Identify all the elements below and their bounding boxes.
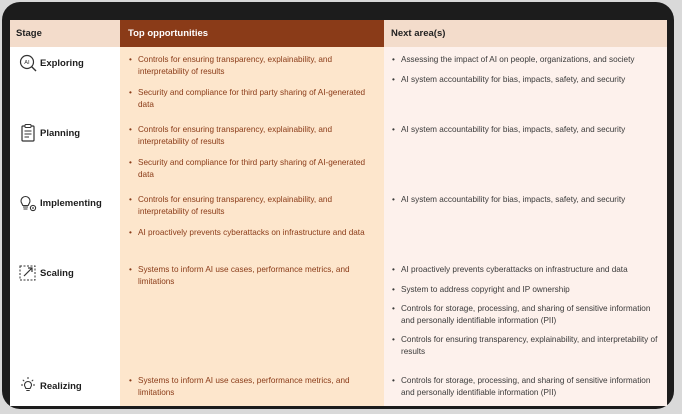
list-item: • System to address copyright and IP ownership	[391, 284, 663, 296]
device-frame	[2, 2, 674, 409]
list-item: • Controls for ensuring transparency, explainability, and interpretability of results	[128, 194, 378, 217]
next-areas-cell	[384, 187, 667, 257]
stage-label: Planning	[40, 128, 81, 139]
stage-cell	[10, 117, 120, 187]
lightbulb-gear-icon	[18, 193, 38, 213]
svg-text:AI: AI	[24, 60, 30, 66]
list-item: • Systems to inform AI use cases, performance metrics, and limitations	[128, 375, 378, 398]
list-item: • AI system accountability for bias, impacts, safety, and security	[391, 124, 663, 136]
stage-cell	[10, 368, 120, 406]
stage-label: Implementing	[40, 198, 102, 209]
table-row-realizing	[10, 368, 667, 406]
opportunities-cell	[120, 187, 384, 257]
lightbulb-icon	[18, 376, 38, 396]
list-item: • AI system accountability for bias, impacts, safety, and security	[391, 194, 663, 206]
list-item: • AI proactively prevents cyberattacks on infrastructure and data	[128, 227, 378, 239]
next-areas-cell	[384, 47, 667, 117]
expand-icon	[18, 263, 38, 283]
header-next-areas: Next area(s)	[384, 20, 667, 47]
list-item: • Controls for storage, processing, and sharing of sensitive information and personally identifiable information (PII)	[391, 303, 663, 326]
list-item: • Controls for ensuring transparency, explainability, and interpretability of results	[128, 124, 378, 147]
stage-cell	[10, 187, 120, 257]
list-item: • Security and compliance for third party sharing of AI-generated data	[128, 87, 378, 110]
list-item: • Controls for ensuring transparency, explainability, and interpretability of results	[128, 54, 378, 77]
stage-label: Scaling	[40, 268, 74, 279]
stage-label: Exploring	[40, 58, 84, 69]
list-item: • Security and compliance for third party sharing of AI-generated data	[128, 157, 378, 180]
opportunities-table	[10, 20, 667, 406]
header-top-opportunities: Top opportunities	[120, 20, 384, 47]
list-item: • AI proactively prevents cyberattacks on infrastructure and data	[391, 264, 663, 276]
table-row-planning	[10, 117, 667, 187]
stage-label: Realizing	[40, 381, 82, 392]
table-header	[10, 20, 667, 47]
next-areas-cell	[384, 117, 667, 187]
list-item: • Controls for storage, processing, and sharing of sensitive information and personally identifiable information (PII)	[391, 375, 663, 398]
table-row-implementing	[10, 187, 667, 257]
list-item: • Controls for ensuring transparency, explainability, and interpretability of results	[391, 334, 663, 357]
ai-search-icon	[18, 53, 38, 73]
stage-cell	[10, 257, 120, 368]
table-row-scaling	[10, 257, 667, 368]
list-item: • Assessing the impact of AI on people, organizations, and society	[391, 54, 663, 66]
next-areas-cell	[384, 368, 667, 406]
clipboard-icon	[18, 123, 38, 143]
opportunities-cell	[120, 368, 384, 406]
table-row-exploring	[10, 47, 667, 117]
header-stage: Stage	[10, 20, 120, 47]
opportunities-cell	[120, 117, 384, 187]
opportunities-cell	[120, 47, 384, 117]
next-areas-cell	[384, 257, 667, 368]
opportunities-cell	[120, 257, 384, 368]
list-item: • AI system accountability for bias, impacts, safety, and security	[391, 74, 663, 86]
list-item: • Systems to inform AI use cases, performance metrics, and limitations	[128, 264, 378, 287]
stage-cell	[10, 47, 120, 117]
